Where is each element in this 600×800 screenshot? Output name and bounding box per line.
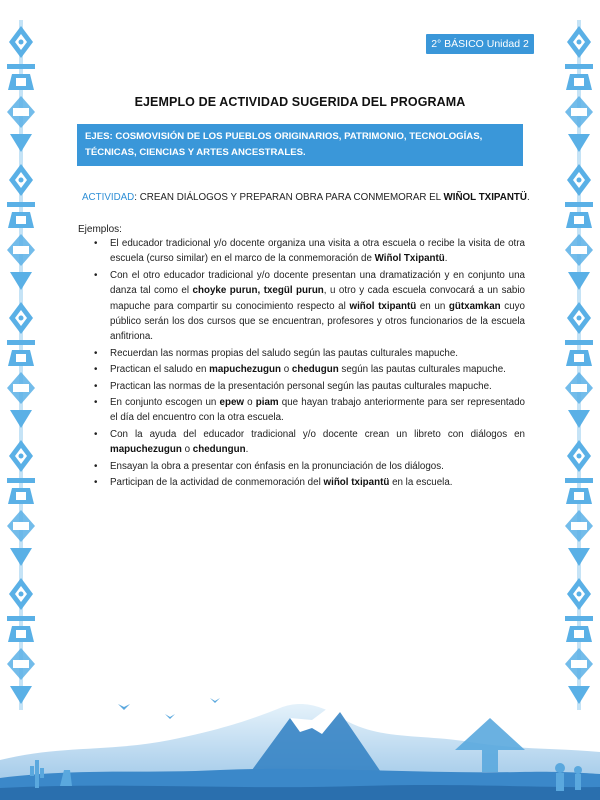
bullet-icon: • — [94, 269, 98, 281]
left-pattern-border — [4, 20, 38, 710]
right-pattern-border — [562, 20, 596, 710]
bullet-icon: • — [94, 364, 98, 376]
bullet-icon: • — [94, 380, 98, 392]
list-item: • Con la ayuda del educador tradicional y/o docente crean un libreto con diálogos en mapuchezugun o chedungun. — [94, 428, 525, 456]
list-item: • Recuerdan las normas propias del saludo según las pautas culturales mapuche. — [82, 346, 525, 361]
activity-text: : CREAN DIÁLOGOS Y PREPARAN OBRA PARA CONMEMORAR EL — [134, 192, 444, 203]
bullet-icon: • — [94, 477, 98, 489]
list-item: • Practican el saludo en mapuchezugun o chedugun según las pautas culturales mapuche. — [82, 362, 525, 377]
activity-heading — [82, 192, 532, 203]
bullet-icon: • — [94, 238, 98, 249]
grade-unit-badge: 2° BÁSICO Unidad 2 — [426, 34, 534, 54]
bullet-icon: • — [94, 347, 98, 359]
list-item: • Ensayan la obra a presentar con énfasis en la pronunciación de los diálogos. — [82, 459, 525, 474]
list-item: • Con el otro educador tradicional y/o docente presentan una dramatización y en conjunto una danza tal como el choyke purun, txegül purun, u otro y cada escuela convocará a un sabio mapuche para compartir su conocimiento respecto al wiñol txipantü en un gütxamkan cuyo público serán los dos cursos que se encuentran, profesores y otros funcionarios de la escuela anfitriona. — [94, 269, 525, 343]
ejes-line-1: EJES: COSMOVISIÓN DE LOS PUEBLOS ORIGINARIOS, PATRIMONIO, TECNOLOGÍAS, — [85, 131, 483, 142]
list-item: • En conjunto escogen un epew o piam que hayan trabajo anteriormente para ser representado el día del encuentro con la otra escuela. — [94, 397, 525, 424]
examples-list — [82, 236, 525, 492]
activity-end: . — [526, 192, 530, 203]
page-title: EJEMPLO DE ACTIVIDAD SUGERIDA DEL PROGRAMA — [134, 95, 466, 109]
bullet-icon: • — [94, 460, 98, 472]
list-item: • Practican las normas de la presentación personal según las pautas culturales mapuche. — [82, 379, 525, 394]
list-item: • Participan de la actividad de conmemoración del wiñol txipantü en la escuela. — [82, 475, 525, 490]
list-item: • El educador tradicional y/o docente organiza una visita a otra escuela o recibe la visita de otra escuela (curso similar) en el marco de la conmemoración de Wiñol Txipantü. — [94, 238, 525, 265]
bullet-icon: • — [94, 428, 98, 440]
ejes-box — [77, 124, 523, 166]
activity-label: ACTIVIDAD — [82, 192, 135, 203]
ejes-line-2: TÉCNICAS, CIENCIAS Y ARTES ANCESTRALES. — [85, 147, 306, 158]
activity-bold: WIÑOL TXIPANTÜ — [443, 192, 527, 203]
examples-label: Ejemplos: — [78, 224, 122, 235]
bullet-icon: • — [94, 397, 98, 409]
landscape-illustration — [0, 690, 600, 800]
